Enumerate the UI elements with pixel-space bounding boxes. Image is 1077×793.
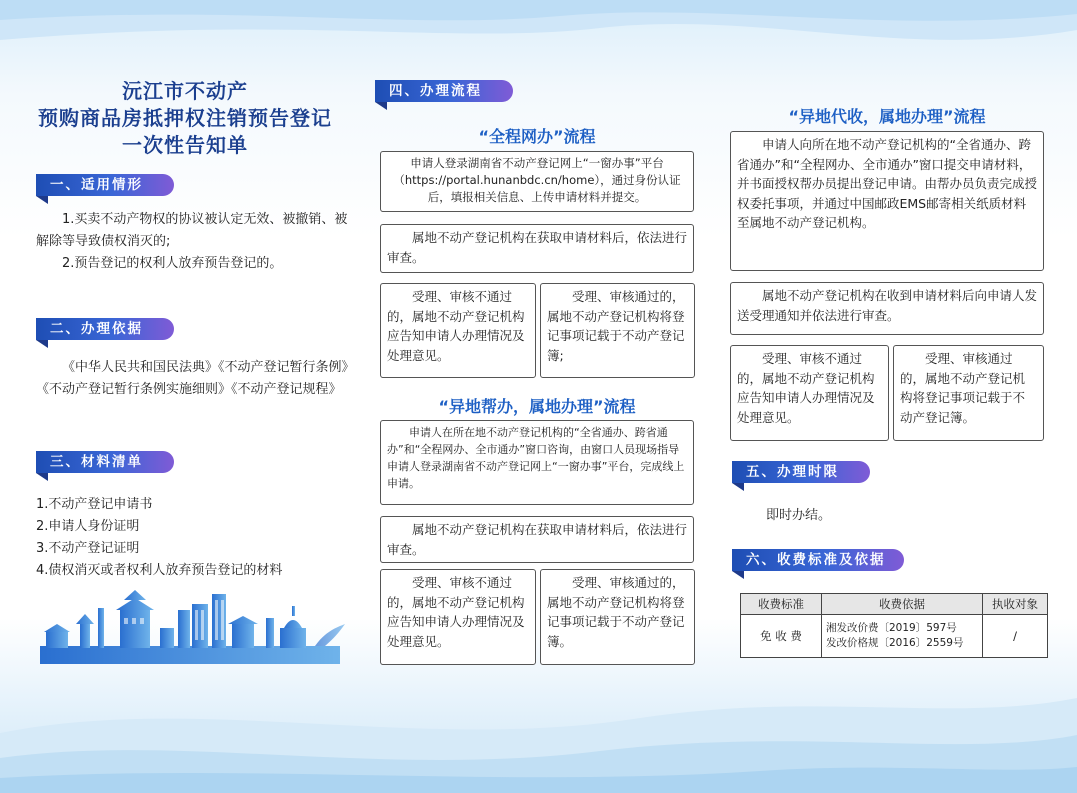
bottom-wave-decoration (0, 663, 1077, 793)
flow3-fail-box: 受理、审核不通过的，属地不动产登记机构应告知申请人办理情况及处理意见。 (730, 345, 889, 441)
table-row (741, 615, 1048, 658)
section-heading-process: 四、办理流程 (375, 80, 513, 102)
time-limit-text: 即时办结。 (766, 508, 832, 523)
fee-standard-cell: 免 收 费 (741, 615, 822, 658)
material-item-3: 3.不动产登记证明 (36, 541, 140, 556)
fee-header-target: 执收对象 (983, 594, 1048, 615)
flow2-step1-box: 申请人在所在地不动产登记机构的“全省通办、跨省通办”和“全程网办、全市通办”窗口咨询，由窗口人员现场指导申请人登录湖南省不动产登记网上“一窗办事”平台，完成线上申请。 (380, 420, 694, 505)
top-wave-decoration (0, 0, 1077, 80)
materials-list (36, 494, 348, 582)
fee-basis-line-1: 湘发改价费〔2019〕597号 (826, 622, 957, 634)
flow1-fail-box: 受理、审核不通过的，属地不动产登记机构应告知申请人办理情况及处理意见。 (380, 283, 536, 378)
section-heading-fees: 六、收费标准及依据 (732, 549, 904, 571)
fee-table (740, 593, 1048, 658)
flow1-step2-box: 属地不动产登记机构在获取申请材料后，依法进行审查。 (380, 224, 694, 273)
material-item-4: 4.债权消灭或者权利人放弃预告登记的材料 (36, 563, 283, 578)
flow2-step2-box: 属地不动产登记机构在获取申请材料后，依法进行审查。 (380, 516, 694, 563)
section-heading-materials: 三、材料清单 (36, 451, 174, 473)
fee-header-basis: 收费依据 (822, 594, 983, 615)
flow3-title: “异地代收，属地办理”流程 (788, 107, 986, 126)
section-heading-basis: 二、办理依据 (36, 318, 174, 340)
fee-target-cell: / (983, 615, 1048, 658)
title-line-3: 一次性告知单 (122, 133, 248, 157)
document-title (30, 78, 340, 159)
section-heading-applicable: 一、适用情形 (36, 174, 174, 196)
flow1-step1-box: 申请人登录湖南省不动产登记网上“一窗办事”平台（https://portal.hunanbdc.cn/home），通过身份认证后，填报相关信息、上传申请材料并提交。 (380, 151, 694, 212)
title-line-2: 预购商品房抵押权注销预告登记 (38, 106, 332, 130)
title-line-1: 沅江市不动产 (122, 79, 248, 103)
flow3-step1-box: 申请人向所在地不动产登记机构的“全省通办、跨省通办”和“全程网办、全市通办”窗口提交申请材料，并书面授权帮办员提出登记申请。由帮办员负责完成授权委托事项，并通过中国邮政EMS邮寄相关纸质材料至属地不动产登记机构。 (730, 131, 1044, 271)
flow3-step2-box: 属地不动产登记机构在收到申请材料后向申请人发送受理通知并依法进行审查。 (730, 282, 1044, 335)
flow3-pass-box: 受理、审核通过的，属地不动产登记机构将登记事项记载于不动产登记簿。 (893, 345, 1044, 441)
material-item-1: 1.不动产登记申请书 (36, 497, 153, 512)
fee-table-header-row (741, 594, 1048, 615)
material-item-2: 2.申请人身份证明 (36, 519, 140, 534)
fee-basis-line-2: 发改价格规〔2016〕2559号 (826, 637, 964, 649)
fee-basis-cell (822, 615, 983, 658)
flow2-title: “异地帮办，属地办理”流程 (438, 397, 636, 416)
flow2-pass-box: 受理、审核通过的，属地不动产登记机构将登记事项记载于不动产登记簿。 (540, 569, 695, 665)
city-skyline-illustration (40, 588, 352, 664)
section-basis-text: 《中华人民共和国民法典》《不动产登记暂行条例》《不动产登记暂行条例实施细则》《不动产登记规程》 (36, 360, 349, 397)
flow1-title: “全程网办”流程 (478, 127, 596, 146)
flow2-fail-box: 受理、审核不通过的，属地不动产登记机构应告知申请人办理情况及处理意见。 (380, 569, 536, 665)
section-applicable-text (36, 209, 348, 275)
applicable-item-1: 1.买卖不动产物权的协议被认定无效、被撤销、被解除等导致债权消灭的; (36, 212, 348, 249)
fee-header-standard: 收费标准 (741, 594, 822, 615)
section-heading-time-limit: 五、办理时限 (732, 461, 870, 483)
applicable-item-2: 2.预告登记的权利人放弃预告登记的。 (62, 256, 283, 271)
flow1-pass-box: 受理、审核通过的，属地不动产登记机构将登记事项记载于不动产登记簿; (540, 283, 695, 378)
